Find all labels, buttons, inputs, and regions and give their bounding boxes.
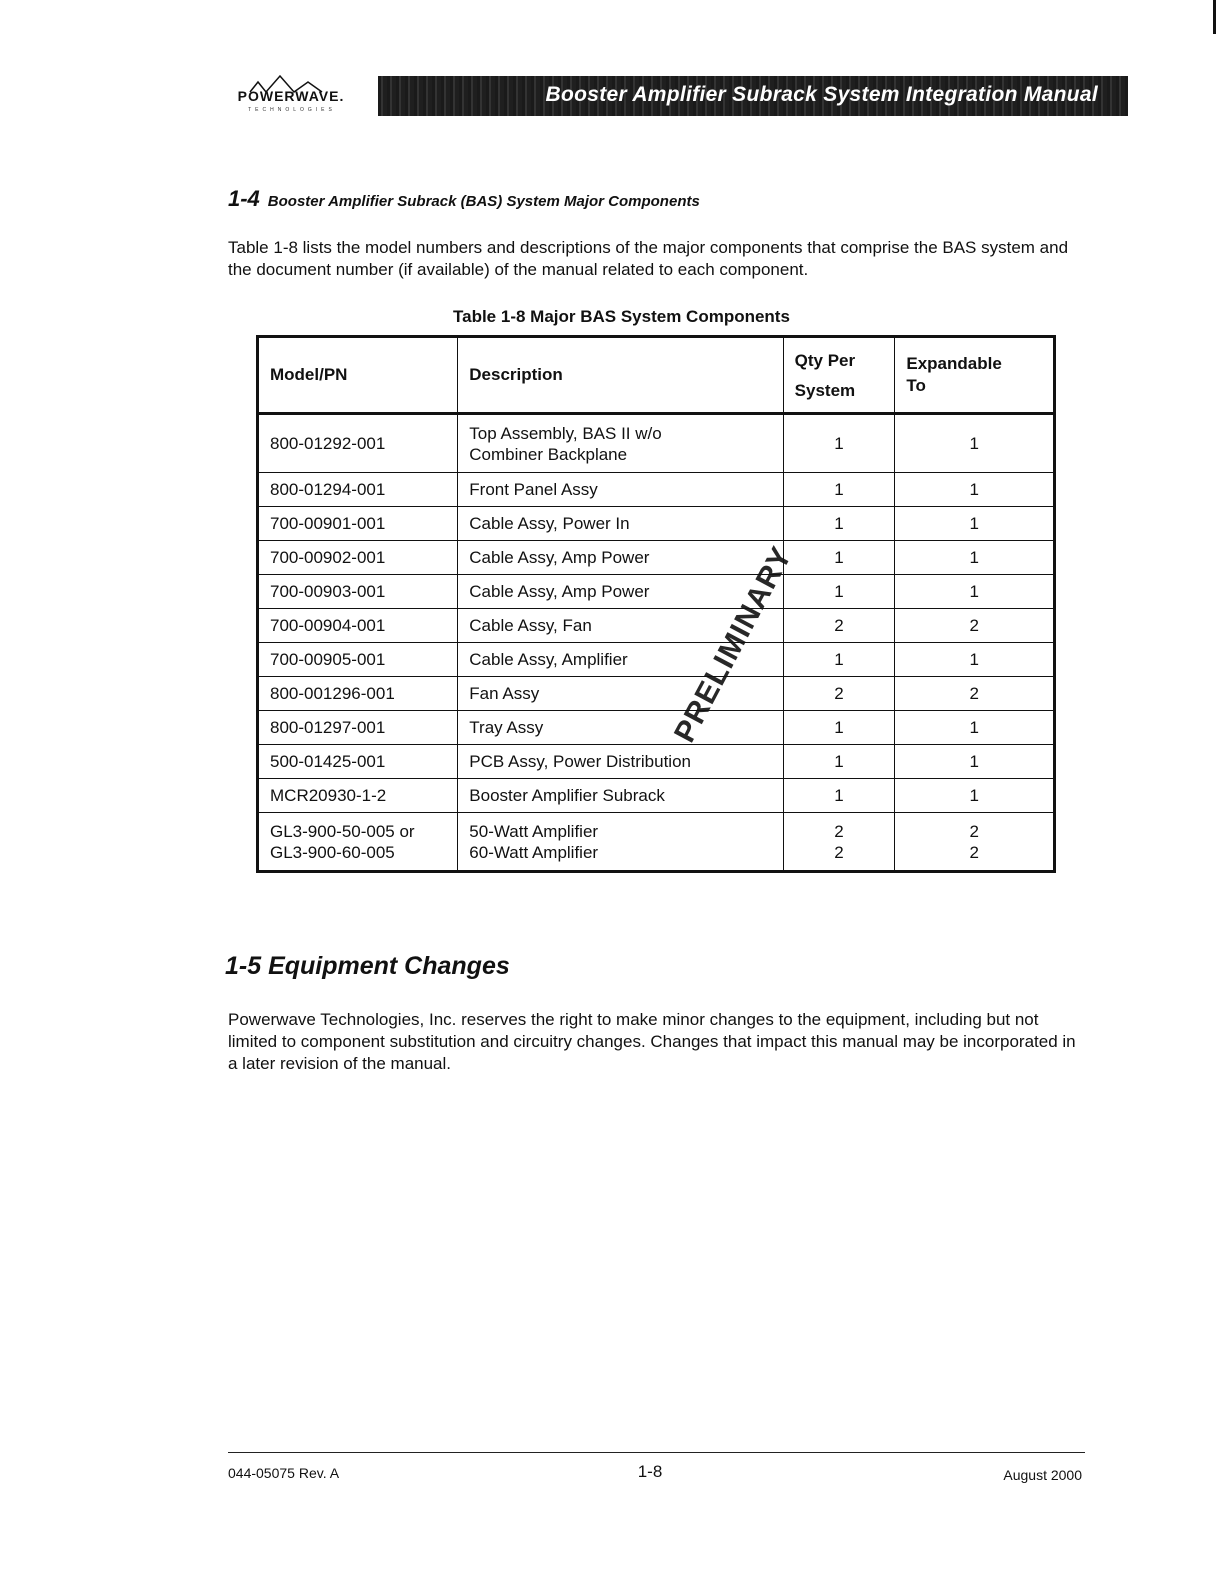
section-title: Booster Amplifier Subrack (BAS) System Major Components (267, 193, 700, 210)
cell-expandable (895, 541, 1055, 575)
cell-description (458, 745, 783, 779)
cell-description (458, 541, 783, 575)
cell-qty (783, 414, 895, 473)
cell-expandable-line1: 1 (969, 650, 979, 669)
header-model: Model/PN (258, 337, 458, 414)
header-banner (378, 76, 1128, 116)
cell-description (458, 473, 783, 507)
cell-description-line1: Booster Amplifier Subrack (469, 786, 665, 805)
cell-expandable-line1: 1 (969, 718, 979, 737)
manual-title: Booster Amplifier Subrack System Integration Manual (545, 83, 1098, 106)
cell-description-line2: Combiner Backplane (469, 444, 628, 464)
cell-expandable (895, 711, 1055, 745)
cell-model-line1: 700-00902-001 (270, 548, 386, 567)
table-row (258, 541, 1055, 575)
table-row (258, 414, 1055, 473)
cell-expandable (895, 414, 1055, 473)
cell-qty-line1: 1 (834, 480, 844, 499)
header-expandable (895, 337, 1055, 414)
header-qty-line1: Qty Per (794, 351, 856, 370)
cell-expandable (895, 507, 1055, 541)
components-table (256, 335, 1056, 873)
table-row (258, 507, 1055, 541)
table-row (258, 745, 1055, 779)
cell-description-line1: PCB Assy, Power Distribution (469, 752, 691, 771)
equipment-changes-paragraph: Powerwave Technologies, Inc. reserves the right to make minor changes to the equipment, including but not limited to component substitution and circuitry changes. Changes that impact this manual may be incorporated in a later revision of the manual. (228, 1010, 1076, 1073)
cell-description (458, 779, 783, 813)
cell-qty-line1: 1 (834, 434, 844, 453)
cell-model-line1: 800-01294-001 (270, 480, 386, 499)
header-qty (783, 337, 895, 414)
cell-expandable-line1: 1 (969, 752, 979, 771)
cell-expandable-line1: 2 (969, 821, 979, 841)
cell-description (458, 813, 783, 872)
cell-qty (783, 779, 895, 813)
cell-expandable (895, 609, 1055, 643)
cell-expandable-line1: 2 (969, 684, 979, 703)
cell-qty-line1: 1 (834, 752, 844, 771)
cell-expandable (895, 575, 1055, 609)
cell-expandable-line1: 1 (969, 434, 979, 453)
cell-model (258, 745, 458, 779)
cell-qty-line1: 1 (834, 718, 844, 737)
logo-text: POWERWAVE. (237, 88, 345, 104)
cell-expandable-line1: 1 (969, 582, 979, 601)
cell-description (458, 575, 783, 609)
cell-qty-line1: 1 (834, 548, 844, 567)
logo-subtext: TECHNOLOGIES (248, 107, 336, 113)
cell-description-line1: Cable Assy, Amp Power (469, 582, 650, 601)
cell-description-line1: 50-Watt Amplifier (469, 821, 599, 841)
footer-page-number: 1-8 (637, 1462, 663, 1481)
cell-expandable-line1: 1 (969, 514, 979, 533)
table-header-row (258, 337, 1055, 414)
cell-model-line1: 700-00904-001 (270, 616, 386, 635)
section-heading-1-5: 1-5 Equipment Changes (225, 952, 510, 980)
footer-date: August 2000 (1003, 1467, 1082, 1483)
cell-model (258, 541, 458, 575)
intro-paragraph: Table 1-8 lists the model numbers and descriptions of the major components that comprise the BAS system and the document number (if available) of the manual related to each component. (228, 238, 1069, 279)
header-exp-line1: Expandable (906, 354, 1002, 373)
cell-qty-line1: 2 (834, 821, 844, 841)
cell-description (458, 609, 783, 643)
cell-expandable-line1: 2 (969, 616, 979, 635)
cell-model-line2: GL3-900-60-005 (270, 842, 395, 862)
cell-description (458, 643, 783, 677)
cell-model (258, 473, 458, 507)
cell-description (458, 507, 783, 541)
cell-expandable (895, 473, 1055, 507)
cell-expandable (895, 643, 1055, 677)
cell-description-line1: Tray Assy (469, 718, 544, 737)
footer-doc-number: 044-05075 Rev. A (228, 1465, 340, 1481)
table-caption: Table 1-8 Major BAS System Components (453, 307, 790, 326)
cell-qty-line1: 2 (834, 616, 844, 635)
cell-description-line1: Cable Assy, Power In (469, 514, 630, 533)
cell-model-line1: GL3-900-50-005 or (270, 821, 415, 841)
table-row (258, 575, 1055, 609)
header-description: Description (458, 337, 783, 414)
cell-model (258, 414, 458, 473)
cell-model-line1: 800-01292-001 (270, 434, 386, 453)
cell-model (258, 779, 458, 813)
header-qty-line2: System (794, 381, 856, 400)
cell-qty-line1: 1 (834, 514, 844, 533)
cell-description (458, 414, 783, 473)
cell-model-line1: MCR20930-1-2 (270, 786, 387, 805)
cell-description-line1: Fan Assy (469, 684, 540, 703)
section-number: 1-4 (228, 186, 260, 211)
cell-expandable-line1: 1 (969, 786, 979, 805)
cell-description-line1: Cable Assy, Fan (469, 616, 592, 635)
cell-qty (783, 473, 895, 507)
table-row (258, 609, 1055, 643)
table-row (258, 711, 1055, 745)
table-row (258, 813, 1055, 872)
scan-edge-mark (1213, 0, 1216, 34)
cell-qty (783, 677, 895, 711)
cell-expandable-line2: 2 (969, 842, 979, 862)
stamp-text: PRELIMINARY (668, 541, 799, 748)
cell-expandable (895, 745, 1055, 779)
cell-description (458, 711, 783, 745)
cell-model-line1: 800-001296-001 (270, 684, 395, 703)
section-heading-1-4 (228, 186, 700, 212)
cell-qty (783, 541, 895, 575)
cell-model (258, 711, 458, 745)
cell-expandable (895, 779, 1055, 813)
footer-rule (228, 1452, 1085, 1453)
cell-qty (783, 745, 895, 779)
cell-qty (783, 609, 895, 643)
cell-qty (783, 813, 895, 872)
powerwave-logo (230, 74, 355, 122)
header-exp-line2: To (906, 376, 926, 395)
cell-qty-line1: 1 (834, 650, 844, 669)
cell-model-line1: 800-01297-001 (270, 718, 386, 737)
cell-model (258, 609, 458, 643)
cell-model-line1: 700-00905-001 (270, 650, 386, 669)
cell-qty-line1: 1 (834, 786, 844, 805)
cell-qty-line1: 1 (834, 582, 844, 601)
cell-expandable (895, 813, 1055, 872)
cell-qty (783, 711, 895, 745)
cell-model (258, 677, 458, 711)
cell-model-line1: 700-00903-001 (270, 582, 386, 601)
cell-model (258, 643, 458, 677)
cell-description-line1: Top Assembly, BAS II w/o (469, 423, 662, 443)
cell-model (258, 507, 458, 541)
cell-expandable (895, 677, 1055, 711)
cell-model-line1: 500-01425-001 (270, 752, 386, 771)
cell-qty (783, 575, 895, 609)
cell-description (458, 677, 783, 711)
cell-model (258, 813, 458, 872)
cell-expandable-line1: 1 (969, 548, 979, 567)
table-row (258, 677, 1055, 711)
cell-qty (783, 643, 895, 677)
cell-qty-line1: 2 (834, 684, 844, 703)
cell-description-line1: Front Panel Assy (469, 480, 598, 499)
cell-expandable-line1: 1 (969, 480, 979, 499)
cell-model (258, 575, 458, 609)
table-row (258, 643, 1055, 677)
table-row (258, 779, 1055, 813)
cell-description-line1: Cable Assy, Amp Power (469, 548, 650, 567)
cell-qty-line2: 2 (834, 842, 844, 862)
table-row (258, 473, 1055, 507)
cell-qty (783, 507, 895, 541)
cell-model-line1: 700-00901-001 (270, 514, 386, 533)
cell-description-line1: Cable Assy, Amplifier (469, 650, 628, 669)
cell-description-line2: 60-Watt Amplifier (469, 842, 599, 862)
